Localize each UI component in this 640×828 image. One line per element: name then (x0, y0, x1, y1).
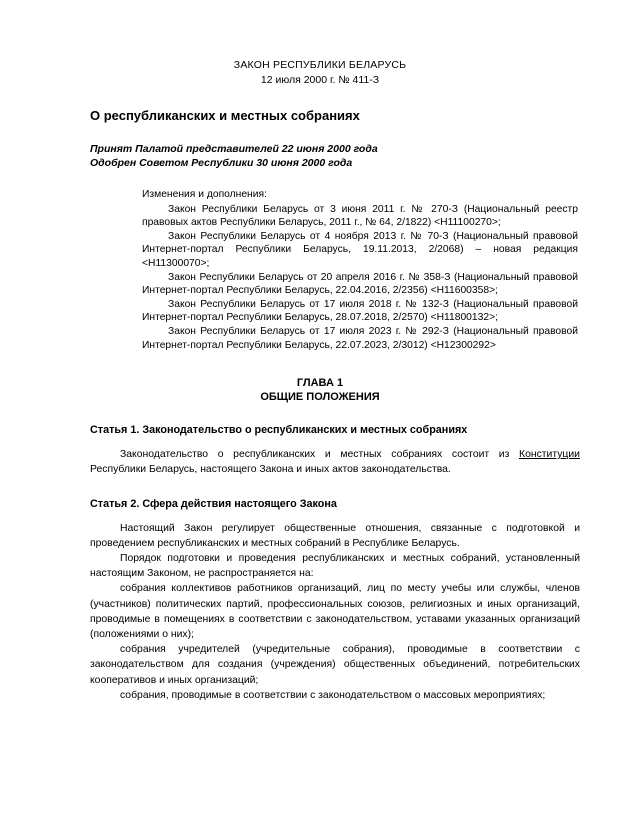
article-1-heading: Статья 1. Законодательство о республиканских и местных собраниях (90, 424, 468, 437)
chapter-heading (52, 376, 588, 404)
article-1-text-part1: Законодательство о республиканских и местных собраниях состоит из (120, 449, 520, 461)
article-2-paragraph-1: Настоящий Закон регулирует общественные отношения, связанные с подготовкой и проведением республиканских и местных собраний в Республике Беларусь. (90, 522, 580, 549)
article-2-heading: Статья 2. Сфера действия настоящего Закона (90, 497, 337, 510)
article-2-list-item: собрания, проводимые в соответствии с законодательством о массовых мероприятиях; (120, 689, 546, 701)
approved-by-council: Одобрен Советом Республики 30 июня 2000 года (90, 157, 353, 169)
amendments-block (52, 188, 588, 352)
constitution-link[interactable]: Конституции (519, 449, 580, 461)
amendment-item: Закон Республики Беларусь от 17 июля 2018 г. № 132-З (Национальный правовой Интернет-портал Республики Беларусь, 28.07.2018, 2/2570) <Н11800132>; (142, 298, 578, 324)
amendment-item: Закон Республики Беларусь от 3 июня 2011 г. № 270-З (Национальный реестр правовых актов Республики Беларусь, 2011 г., № 64, 2/1822) <Н11100270>; (142, 203, 578, 229)
amendment-item: Закон Республики Беларусь от 4 ноября 2013 г. № 70-З (Национальный правовой Интернет-портал Республики Беларусь, 19.11.2013, 2/2068) – новая редакция <Н11300070>; (142, 230, 578, 269)
header-law-label: ЗАКОН РЕСПУБЛИКИ БЕЛАРУСЬ (233, 59, 407, 71)
chapter-title: ОБЩИЕ ПОЛОЖЕНИЯ (260, 391, 380, 404)
article-2-paragraph-2: Порядок подготовки и проведения республиканских и местных собраний, установленный настоящим Законом, не распространяется на: (90, 552, 580, 580)
amendment-item: Закон Республики Беларусь от 20 апреля 2016 г. № 358-З (Национальный правовой Интернет-портал Республики Беларусь, 22.04.2016, 2/2356) <Н11600358>; (142, 271, 578, 297)
amendment-item: Закон Республики Беларусь от 17 июля 2023 г. № 292-З (Национальный правовой Интернет-портал Республики Беларусь, 22.07.2023, 2/3012) <Н12300292> (142, 325, 578, 351)
article-1-paragraph (52, 447, 588, 477)
article-2-list-item: собрания учредителей (учредительные собрания), проводимые в соответствии с законодательством для создания (учреждения) общественных объединений, потребительских кооперативов и иных организаций; (90, 644, 580, 686)
document-header (52, 58, 588, 88)
article-1-text-part2: Республики Беларусь, настоящего Закона и иных актов законодательства. (90, 464, 451, 476)
adopted-by-house: Принят Палатой представителей 22 июня 2000 года (90, 143, 378, 155)
header-date-number: 12 июля 2000 г. № 411-З (260, 74, 380, 86)
amendments-intro: Изменения и дополнения: (142, 189, 267, 200)
chapter-number: ГЛАВА 1 (296, 377, 344, 390)
adoption-block (52, 142, 588, 170)
article-2-list-item: собрания коллективов работников организаций, лиц по месту учебы или службы, членов (участников) политических партий, профессиональных союзов, религиозных и иных организаций, проводимые в помещениях в соответствии с законодательством, уставами указанных организаций (положениями о них); (90, 583, 580, 640)
page-title: О республиканских и местных собраниях (90, 108, 360, 123)
